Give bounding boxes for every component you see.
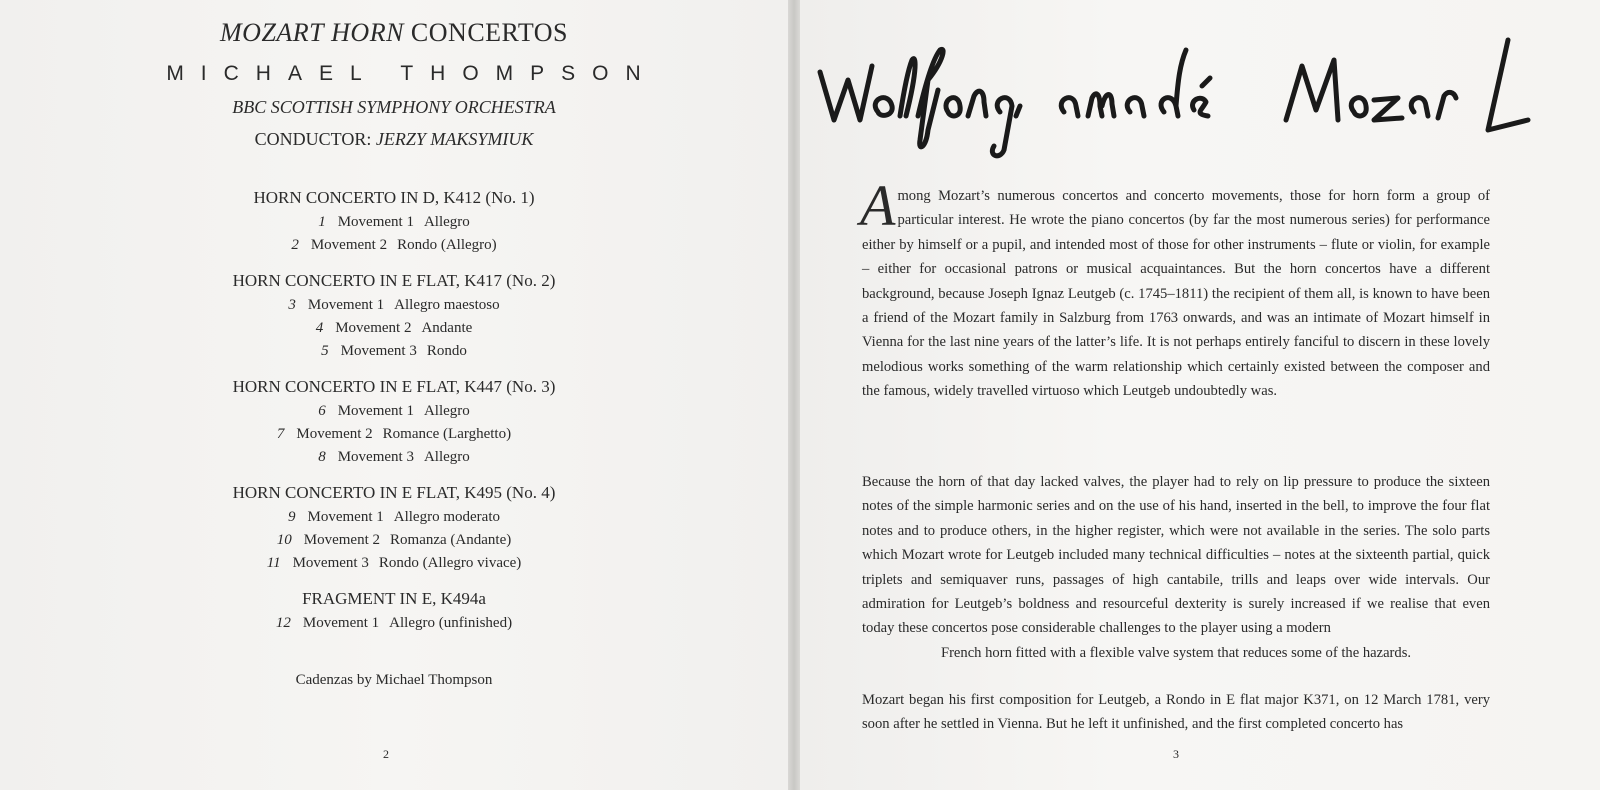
track-number: 5 [321,343,329,359]
track-name: Allegro [423,449,470,465]
track-number: 4 [315,320,324,336]
paragraph-2 [862,470,1490,665]
work-title: HORN CONCERTO IN E FLAT, K495 (No. 4) [232,483,556,502]
track-movement: Movement 3 [292,555,369,571]
drop-cap: A [860,173,896,238]
track-row [0,211,788,234]
track-number: 8 [318,449,326,465]
track-name: Romance (Larghetto) [382,426,512,442]
track-row [0,340,788,363]
book-gutter [788,0,800,790]
title-concertos: CONCERTOS [410,18,568,47]
track-row [0,552,788,575]
track-name: Allegro [423,214,470,230]
track-movement: Movement 2 [303,532,381,548]
track-name: Allegro (unfinished) [389,615,513,631]
track-name: Allegro moderato [393,509,500,525]
track-number: 3 [288,297,296,313]
track-row [0,506,788,529]
track-number: 9 [288,509,296,525]
track-number: 1 [318,214,326,230]
track-number: 10 [276,532,292,548]
orchestra-name: BBC SCOTTISH SYMPHONY ORCHESTRA [232,97,556,117]
paragraph-2-last-line: French horn fitted with a flexible valve system that reduces some of the hazards. [940,644,1412,661]
track-row [0,446,788,469]
track-name: Rondo [426,343,467,359]
title-horn: HORN [331,18,404,47]
paragraph-1-text: mong Mozart’s numerous concertos and concerto movements, those for horn form a group of particular interest. He wrote the piano concertos (by far the most numerous series) for performance either by himself or a pupil, and intended most of those for other instruments – flute or violin, for example – either for occasional patrons or musical acquaintances. But the horn concertos have a different background, because Joseph Ignaz Leutgeb (c. 1745–1811) the recipient of them all, is known to have been a friend of the Mozart family in Salzburg from 1763 onwards, and was an intimate of Mozart himself in Vienna for the last nine years of the latter’s life. It is not perhaps entirely fanciful to discern in these lovely melodious works something of the warm relationship which certainly existed between the composer and the famous, widely travelled virtuoso which Leutgeb undoubtedly was. [862,188,1490,400]
track-movement: Movement 1 [302,615,380,631]
track-number: 12 [275,615,291,631]
conductor-line [0,129,788,150]
title-mozart: MOZART [220,18,325,47]
track-name: Rondo (Allegro) [397,237,497,253]
track-movement: Movement 1 [337,403,414,419]
page-number-right: 3 [1173,747,1179,761]
track-movement: Movement 1 [337,214,414,230]
track-movement: Movement 2 [310,237,388,253]
track-number: 7 [276,426,285,442]
tracklist [0,188,788,649]
work-group [0,188,788,257]
paragraph-3-text: Mozart began his first composition for Leutgeb, a Rondo in E flat major K371, on 12 March 1781, very soon after he settled in Vienna. But he left it unfinished, and the first completed concerto has [862,692,1490,733]
conductor-name: JERZY MAKSYMIUK [375,129,534,149]
work-group [0,589,788,635]
signature-text: Wolfgang amadè Mozart [808,168,818,169]
work-group [0,271,788,363]
conductor-label: CONDUCTOR: [254,129,372,149]
mozart-signature [808,20,1548,170]
track-number: 6 [318,403,326,419]
track-row [0,423,788,446]
track-name: Andante [421,320,473,336]
paragraph-2-text: Because the horn of that day lacked valves, the player had to rely on lip pressure to produce the sixteen notes of the simple harmonic series and on the use of his hand, inserted in the bell, to improve the four flat notes and to produce others, in the higher register, which were not available in the series. The solo parts which Mozart wrote for Leutgeb included many technical difficulties – notes at the sixteenth partial, quick triplets and semiquaver runs, passages of high cantabile, trills and leaps over wide intervals. Our admiration for Leutgeb’s boldness and resourceful dexterity is surely increased if we realise that even today these concertos pose considerable challenges to the player using a modern [862,474,1490,637]
track-row [0,234,788,257]
track-row [0,317,788,340]
paragraph-3 [862,688,1490,737]
track-number: 2 [291,237,299,253]
work-title: HORN CONCERTO IN E FLAT, K447 (No. 3) [232,377,556,396]
track-movement: Movement 1 [307,509,384,525]
work-title: FRAGMENT IN E, K494a [302,589,486,608]
work-title: HORN CONCERTO IN E FLAT, K417 (No. 2) [232,271,556,290]
work-title: HORN CONCERTO IN D, K412 (No. 1) [253,188,535,207]
track-name: Romanza (Andante) [390,532,512,548]
track-movement: Movement 3 [340,343,417,359]
track-name: Rondo (Allegro vivace) [378,555,522,571]
page-number-left: 2 [383,747,389,761]
track-row [0,400,788,423]
cadenzas-credit: Cadenzas by Michael Thompson [295,672,493,688]
track-number: 11 [266,555,281,571]
track-row [0,612,788,635]
track-movement: Movement 3 [337,449,414,465]
work-group [0,483,788,575]
track-name: Allegro maestoso [394,297,500,313]
track-movement: Movement 1 [307,297,385,313]
soloist-name: MICHAEL THOMPSON [166,62,658,85]
album-title [0,18,788,48]
track-row [0,294,788,317]
paragraph-1 [860,173,1490,404]
track-name: Allegro [423,403,470,419]
track-movement: Movement 2 [296,426,373,442]
track-row [0,529,788,552]
work-group [0,377,788,469]
track-movement: Movement 2 [335,320,412,336]
